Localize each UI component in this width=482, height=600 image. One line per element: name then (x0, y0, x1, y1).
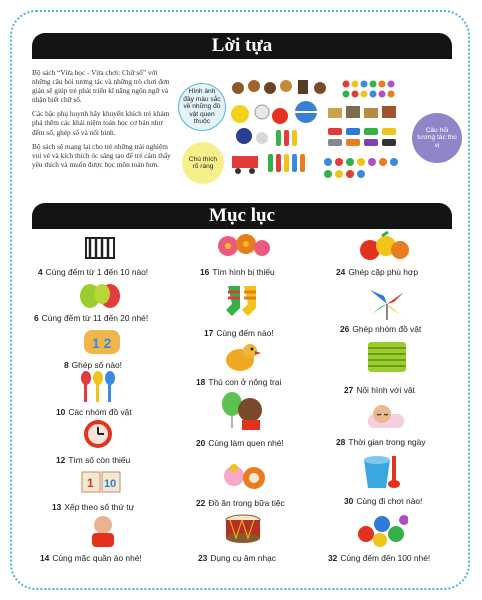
colored-balls-icon (343, 81, 395, 98)
clock-icon (82, 418, 114, 450)
sample-page-collage (228, 76, 408, 186)
cakes-icon (220, 454, 268, 492)
toc-item[interactable]: 30 Cùng đi chơi nào! (344, 496, 423, 506)
drum-icon (222, 508, 264, 546)
toc-item[interactable]: 18 Thú con ở nông trại (196, 377, 282, 387)
preface-heading: Lời tựa (32, 33, 452, 59)
toc-item[interactable]: 24 Ghép cặp phù hợp (336, 267, 419, 277)
toc-item[interactable]: 14 Cùng mặc quần áo nhé! (40, 553, 142, 563)
pinwheel-icon (364, 286, 410, 322)
toc-item[interactable]: 6 Cùng đếm từ 11 đến 20 nhé! (34, 313, 149, 323)
spoons-icon (78, 370, 122, 404)
toc-item[interactable]: 4 Cùng đếm từ 1 đến 10 nào! (38, 267, 149, 277)
toc-item[interactable]: 10 Các nhóm đồ vật (56, 407, 132, 417)
toy-cars-icon (328, 128, 396, 146)
preface-paragraph-3: Bộ sách sẽ mang lại cho trẻ những trải nghiệm vui vẻ và kích thích óc sáng tạo để trẻ cảm thấy yêu thích và muốn được học môn toán hơn. (32, 141, 171, 169)
toc-heading: Mục lục (32, 203, 452, 229)
animal-figures-icon (232, 80, 326, 94)
buttons-icon (356, 512, 408, 548)
sleeping-baby-icon (366, 400, 406, 430)
toc-item[interactable]: 16 Tìm hình bị thiếu (200, 267, 275, 277)
balloon-boy-icon (218, 390, 266, 430)
bowling-pins-icon (276, 130, 297, 146)
callout-images: Hình ảnh đầy màu sắc về những đồ vật quen thuộc (178, 83, 226, 131)
duckling-icon (222, 340, 262, 374)
preface-paragraph-1: Bộ sách “Vừa học - Vừa chơi: Chữ số” với những câu hỏi tương tác và những trò chơi đơn giản sẽ giúp trẻ phát triển kĩ năng ngôn ngữ và nhận biết chữ số. (32, 68, 170, 105)
fruit-icon (358, 230, 410, 264)
svg-text:1 2: 1 2 (92, 335, 112, 351)
mat-icon (366, 338, 408, 376)
toc-item[interactable]: 26 Ghép nhóm đồ vật (340, 324, 422, 334)
pears-icon (76, 278, 124, 310)
toc-item[interactable]: 8 Ghép số nào! (64, 360, 122, 370)
number-blocks-icon (80, 468, 122, 496)
toc-item[interactable]: 23 Dụng cụ âm nhạc (198, 553, 276, 563)
toc-item[interactable]: 22 Đồ ăn trong bữa tiệc (196, 498, 285, 508)
bucket-icon (358, 450, 404, 492)
toc-item[interactable]: 28 Thời gian trong ngày (336, 437, 426, 447)
flowers-icon (216, 230, 270, 264)
toc-item[interactable]: 13 Xếp theo số thứ tự (52, 502, 135, 512)
child-icon (86, 513, 120, 549)
toc-item[interactable]: 20 Cùng làm quen nhé! (196, 438, 284, 448)
toy-train-icon (232, 156, 258, 168)
toc-item[interactable]: 17 Cùng đếm nào! (204, 328, 274, 338)
bowling-pins-row-icon (268, 154, 305, 172)
toc-item[interactable]: 12 Tìm số còn thiếu (56, 455, 131, 465)
toc-item[interactable]: 32 Cùng đếm đến 100 nhé! (328, 553, 431, 563)
socks-icon (222, 282, 262, 322)
ball-icon (231, 105, 249, 123)
preface-paragraph-2: Các bậc phụ huynh hãy khuyến khích trẻ khám phá thêm các khái niệm toán học cơ bản như đếm số, ghép số và nối hình. (32, 109, 170, 137)
svg-text:1: 1 (87, 476, 94, 490)
toc-item[interactable]: 27 Nối hình với vật (344, 385, 415, 395)
number-cookie-icon (82, 324, 122, 356)
zebra-icon (82, 232, 118, 264)
preface-text (32, 68, 172, 174)
marbles-icon (324, 158, 398, 178)
callout-questions: Câu hỏi tương tác thú vị (412, 113, 462, 163)
animals-row-icon (328, 106, 396, 118)
callout-caption: Chú thích rõ ràng (182, 142, 224, 184)
svg-text:10: 10 (104, 478, 117, 490)
